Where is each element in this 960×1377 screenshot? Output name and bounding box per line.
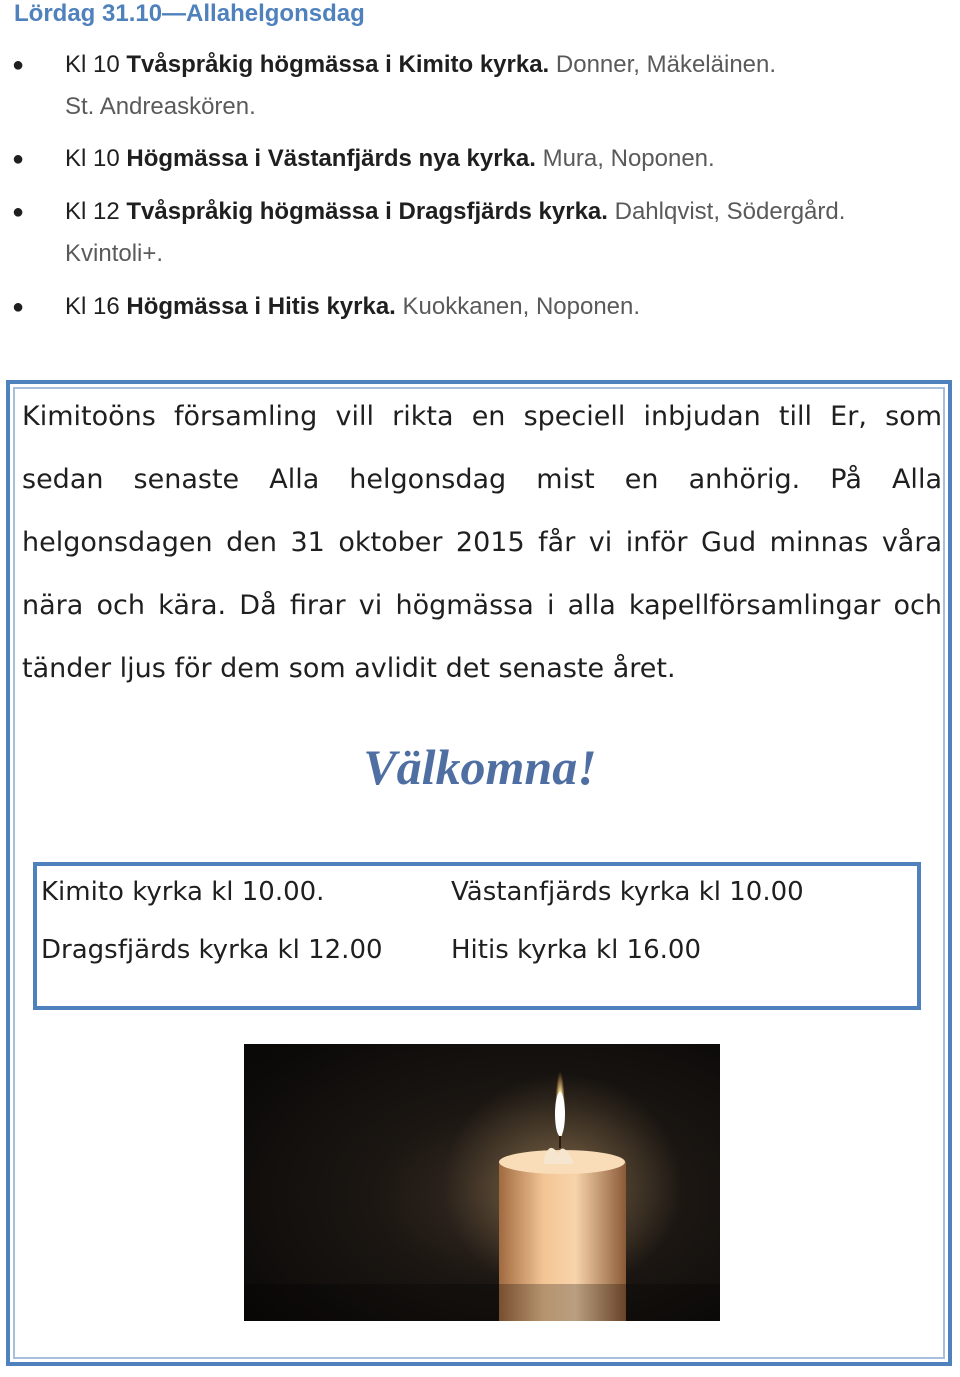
service-item [12,44,925,128]
service-people: Donner, Mäkeläinen. [549,51,777,78]
service-time: Kl 12 [65,198,127,225]
bullet-icon: ● [12,201,25,223]
schedule-entry: Kimito kyrka kl 10.00. [41,877,325,907]
invitation-text: Kimitoöns församling vill rikta en speciell inbjudan till Er, som sedan senaste Alla helgonsdag mist en anhörig. På Alla helgonsdagen den 31 oktober 2015 får vi inför Gud minnas våra nära och kära. Då firar vi högmässa i alla kapellförsamlingar och tänder ljus för dem som avlidit det senaste året. [22,401,942,684]
bullet-icon: ● [12,148,25,170]
bullet-icon: ● [12,296,25,318]
service-people: Mura, Noponen. [535,145,715,172]
welcome-heading: Välkomna! [363,739,597,795]
service-title: Högmässa i Västanfjärds nya kyrka. [126,145,536,172]
service-item [12,138,925,180]
service-item [12,191,925,275]
schedule-entry: Västanfjärds kyrka kl 10.00 [451,877,804,907]
page-heading: Lördag 31.10—Allahelgonsdag [14,0,365,27]
service-item [12,286,925,328]
schedule-entry: Dragsfjärds kyrka kl 12.00 [41,935,383,965]
service-title: Tvåspråkig högmässa i Kimito kyrka. [126,51,550,78]
service-time: Kl 10 [65,51,127,78]
schedule-entry: Hitis kyrka kl 16.00 [451,935,701,965]
service-time: Kl 16 [65,293,127,320]
service-people: Kuokkanen, Noponen. [395,293,641,320]
service-title: Högmässa i Hitis kyrka. [126,293,396,320]
service-extra: Kvintoli+. [65,240,164,267]
candle-photo [244,1044,720,1321]
service-people: Dahlqvist, Södergård. [607,198,846,225]
service-title: Tvåspråkig högmässa i Dragsfjärds kyrka. [126,198,608,225]
service-time: Kl 10 [65,145,127,172]
service-extra: St. Andreaskören. [65,93,256,120]
bullet-icon: ● [12,54,25,76]
